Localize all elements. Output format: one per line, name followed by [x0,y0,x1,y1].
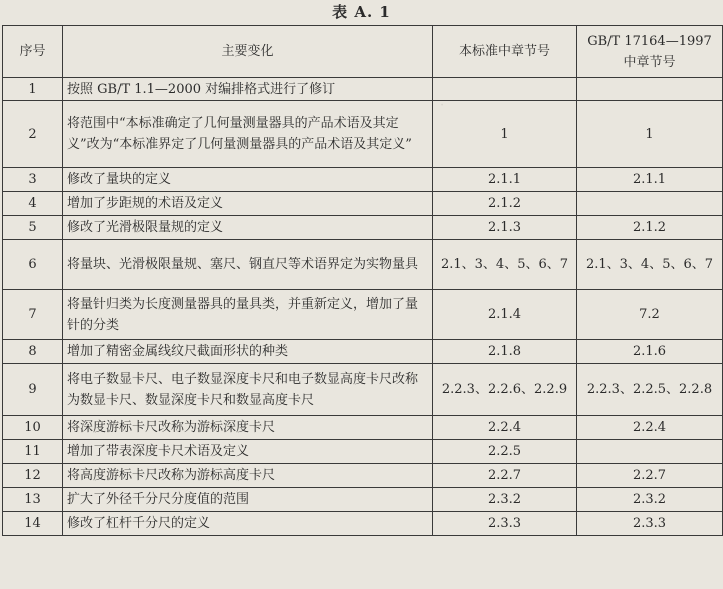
row-old-section [577,440,723,464]
table-row [3,512,723,536]
row-this-section: 2.1.4 [433,290,577,340]
table-row [3,464,723,488]
row-no: 2 [3,101,63,168]
table-row [3,192,723,216]
row-change: 将高度游标卡尺改称为游标高度卡尺 [63,464,433,488]
row-no: 6 [3,240,63,290]
table-row [3,101,723,168]
row-old-section: 7.2 [577,290,723,340]
row-no: 8 [3,340,63,364]
row-this-section: 2.2.3、2.2.6、2.2.9 [433,364,577,416]
row-old-section [577,78,723,101]
row-this-section: 2.1.2 [433,192,577,216]
row-this-section: 2.2.7 [433,464,577,488]
row-old-section: 2.2.7 [577,464,723,488]
header-old-standard-line2: 中章节号 [623,54,676,70]
row-old-section: 2.1、3、4、5、6、7 [577,240,723,290]
header-old-standard-line1: GB/T 17164—1997 [587,33,712,49]
row-this-section [433,78,577,101]
header-this-standard: 本标准中章节号 [433,26,577,78]
table-row [3,168,723,192]
table-row [3,440,723,464]
header-row [3,26,723,78]
header-old-standard [577,26,723,78]
table-row [3,364,723,416]
row-change: 增加了带表深度卡尺术语及定义 [63,440,433,464]
table-row [3,290,723,340]
row-this-section: 2.1、3、4、5、6、7 [433,240,577,290]
row-no: 4 [3,192,63,216]
changes-table [2,25,723,536]
header-no: 序号 [3,26,63,78]
row-no: 13 [3,488,63,512]
row-no: 9 [3,364,63,416]
row-change: 按照 GB/T 1.1—2000 对编排格式进行了修订 [63,78,433,101]
row-no: 1 [3,78,63,101]
table-row [3,240,723,290]
row-change: 修改了量块的定义 [63,168,433,192]
row-change: 将量针归类为长度测量器具的量具类，并重新定义，增加了量针的分类 [63,290,433,340]
row-no: 3 [3,168,63,192]
row-this-section: 1 [433,101,577,168]
row-no: 7 [3,290,63,340]
row-this-section: 2.2.4 [433,416,577,440]
row-no: 11 [3,440,63,464]
row-old-section: 2.2.4 [577,416,723,440]
row-old-section: 2.1.1 [577,168,723,192]
row-this-section: 2.3.2 [433,488,577,512]
row-no: 5 [3,216,63,240]
row-change: 增加了精密金属线纹尺截面形状的种类 [63,340,433,364]
table-row [3,216,723,240]
row-old-section: 1 [577,101,723,168]
row-old-section: 2.1.6 [577,340,723,364]
table-row [3,488,723,512]
row-change: 将深度游标卡尺改称为游标深度卡尺 [63,416,433,440]
table-row [3,340,723,364]
row-change: 修改了杠杆千分尺的定义 [63,512,433,536]
row-this-section: 2.1.3 [433,216,577,240]
header-change: 主要变化 [63,26,433,78]
bleed-through-text: · [440,98,445,113]
row-old-section: 2.3.3 [577,512,723,536]
row-this-section: 2.1.1 [433,168,577,192]
table-row [3,78,723,101]
row-old-section [577,192,723,216]
row-change: 扩大了外径千分尺分度值的范围 [63,488,433,512]
row-old-section: 2.3.2 [577,488,723,512]
row-change: 增加了步距规的术语及定义 [63,192,433,216]
row-old-section: 2.2.3、2.2.5、2.2.8 [577,364,723,416]
row-change: 将量块、光滑极限量规、塞尺、钢直尺等术语界定为实物量具 [63,240,433,290]
row-this-section: 2.3.3 [433,512,577,536]
row-change: 修改了光滑极限量规的定义 [63,216,433,240]
row-change: 将范围中“本标准确定了几何量测量器具的产品术语及其定义”改为“本标准界定了几何量测量器具的产品术语及其定义” [63,101,433,168]
row-this-section: 2.2.5 [433,440,577,464]
row-no: 12 [3,464,63,488]
row-no: 10 [3,416,63,440]
table-caption: 表 A. 1 [332,3,391,21]
table-row [3,416,723,440]
row-no: 14 [3,512,63,536]
row-change: 将电子数显卡尺、电子数显深度卡尺和电子数显高度卡尺改称为数显卡尺、数显深度卡尺和数显高度卡尺 [63,364,433,416]
row-this-section: 2.1.8 [433,340,577,364]
row-old-section: 2.1.2 [577,216,723,240]
